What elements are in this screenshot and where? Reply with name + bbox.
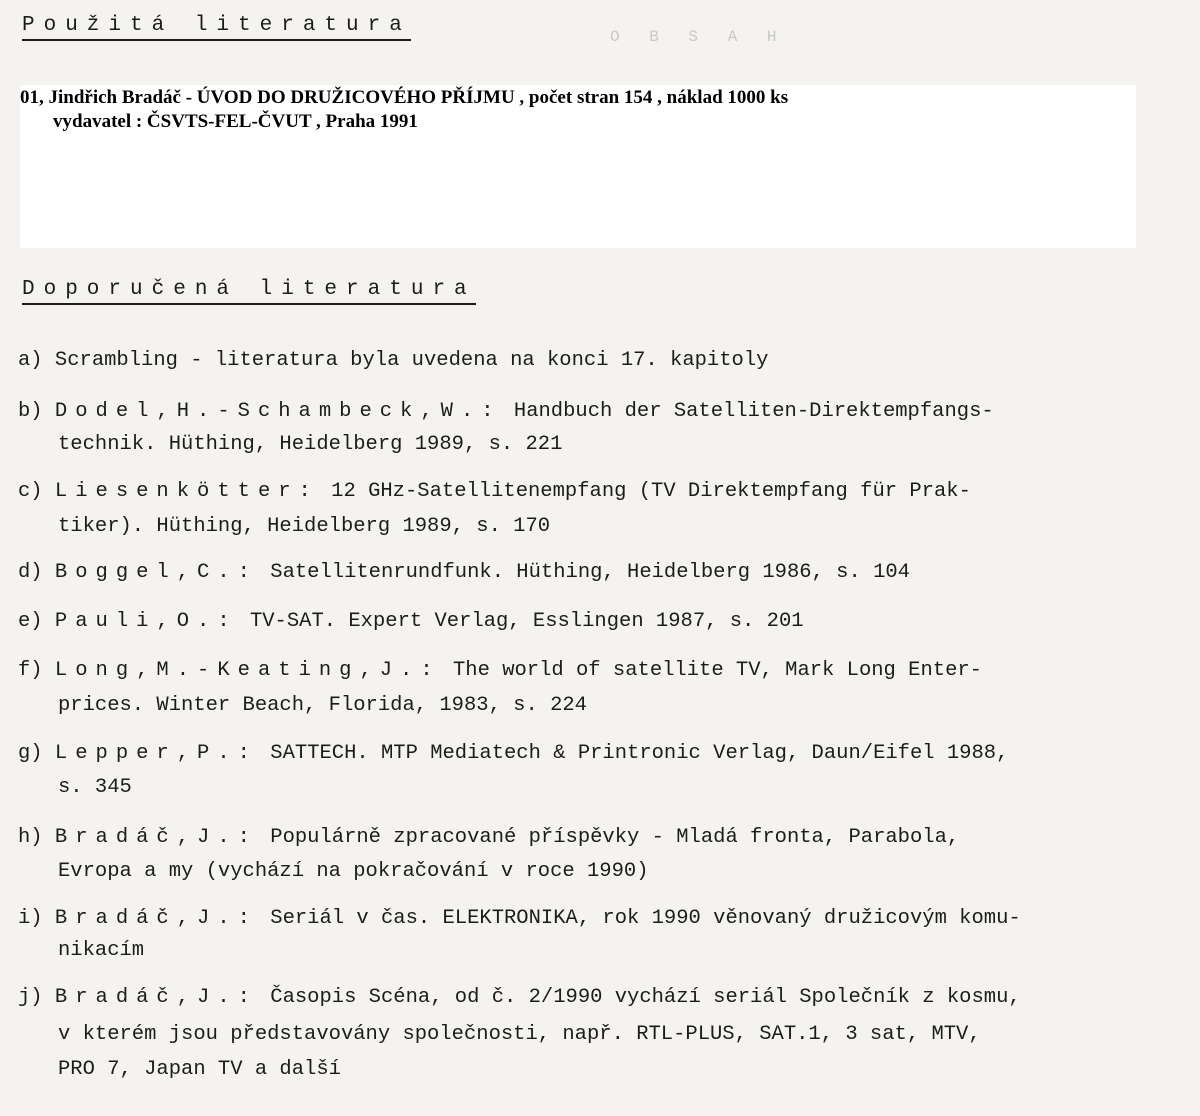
ref-text: Scrambling - literatura byla uvedena na konci 17. kapitoly xyxy=(54,349,769,372)
ref-author: Bradáč,J.: xyxy=(54,907,258,930)
used-literature-box xyxy=(20,85,1136,248)
ref-text: Satellitenrundfunk. Hüthing, Heidelberg 1986, s. 104 xyxy=(270,561,910,584)
ref-marker: c) xyxy=(18,480,43,503)
reference-f xyxy=(18,655,982,687)
reference-c-cont: tiker). Hüthing, Heidelberg 1989, s. 170 xyxy=(58,515,551,538)
reference-a xyxy=(18,345,768,377)
ref-author: Boggel,C.: xyxy=(54,561,258,584)
ref-author: Pauli,O.: xyxy=(54,610,238,633)
reference-i-cont: nikacím xyxy=(58,939,145,962)
ref-marker: i) xyxy=(18,907,43,930)
ref-author: Lepper,P.: xyxy=(54,742,258,765)
reference-b-cont: technik. Hüthing, Heidelberg 1989, s. 221 xyxy=(58,433,563,456)
ref-marker: f) xyxy=(18,659,43,682)
ref-marker: g) xyxy=(18,742,43,765)
ref-text: Populárně zpracované příspěvky - Mladá fronta, Parabola, xyxy=(270,826,960,849)
reference-j-cont: v kterém jsou představovány společnosti, např. RTL-PLUS, SAT.1, 3 sat, MTV, xyxy=(58,1023,981,1046)
ref-marker: a) xyxy=(18,349,43,372)
ref-text: 12 GHz-Satellitenempfang (TV Direktempfang für Prak- xyxy=(331,480,971,503)
reference-j xyxy=(18,982,1021,1014)
reference-j-cont2: PRO 7, Japan TV a další xyxy=(58,1058,341,1081)
ref-author: Dodel,H.-Schambeck,W.: xyxy=(54,400,502,423)
ref-text: SATTECH. MTP Mediatech & Printronic Verlag, Daun/Eifel 1988, xyxy=(270,742,1009,765)
heading-recommended-literature: Doporučená literatura xyxy=(22,278,476,305)
reference-i xyxy=(18,903,1021,935)
ref-author: Liesenkötter: xyxy=(54,480,319,503)
reference-b xyxy=(18,396,994,428)
reference-g xyxy=(18,738,1008,770)
ref-marker: e) xyxy=(18,610,43,633)
reference-h xyxy=(18,822,959,854)
ref-marker: b) xyxy=(18,400,43,423)
used-item-line2: vydavatel : ČSVTS-FEL-ČVUT , Praha 1991 xyxy=(53,111,418,132)
ref-text: TV-SAT. Expert Verlag, Esslingen 1987, s. 201 xyxy=(249,610,804,633)
reference-c xyxy=(18,476,971,508)
reference-e xyxy=(18,606,804,638)
heading-used-literature: Použitá literatura xyxy=(22,14,411,41)
reference-f-cont: prices. Winter Beach, Florida, 1983, s. 224 xyxy=(58,694,587,717)
reference-d xyxy=(18,557,910,589)
used-item-line1: 01, Jindřich Bradáč - ÚVOD DO DRUŽICOVÉHO PŘÍJMU , počet stran 154 , náklad 1000 ks xyxy=(20,87,789,108)
ref-author: Bradáč,J.: xyxy=(54,826,258,849)
reference-g-cont: s. 345 xyxy=(58,776,132,799)
ref-marker: j) xyxy=(18,986,43,1009)
ref-text: The world of satellite TV, Mark Long Enter- xyxy=(452,659,982,682)
reference-h-cont: Evropa a my (vychází na pokračování v roce 1990) xyxy=(58,860,649,883)
ref-marker: h) xyxy=(18,826,43,849)
ref-text: Seriál v čas. ELEKTRONIKA, rok 1990 věnovaný družicovým komu- xyxy=(270,907,1021,930)
ref-text: Časopis Scéna, od č. 2/1990 vychází seriál Společník z kosmu, xyxy=(270,986,1021,1009)
ref-marker: d) xyxy=(18,561,43,584)
ref-author: Long,M.-Keating,J.: xyxy=(54,659,441,682)
ref-author: Bradáč,J.: xyxy=(54,986,258,1009)
bleed-through-text: O B S A H xyxy=(610,28,787,46)
ref-text: Handbuch der Satelliten-Direktempfangs- xyxy=(513,400,994,423)
